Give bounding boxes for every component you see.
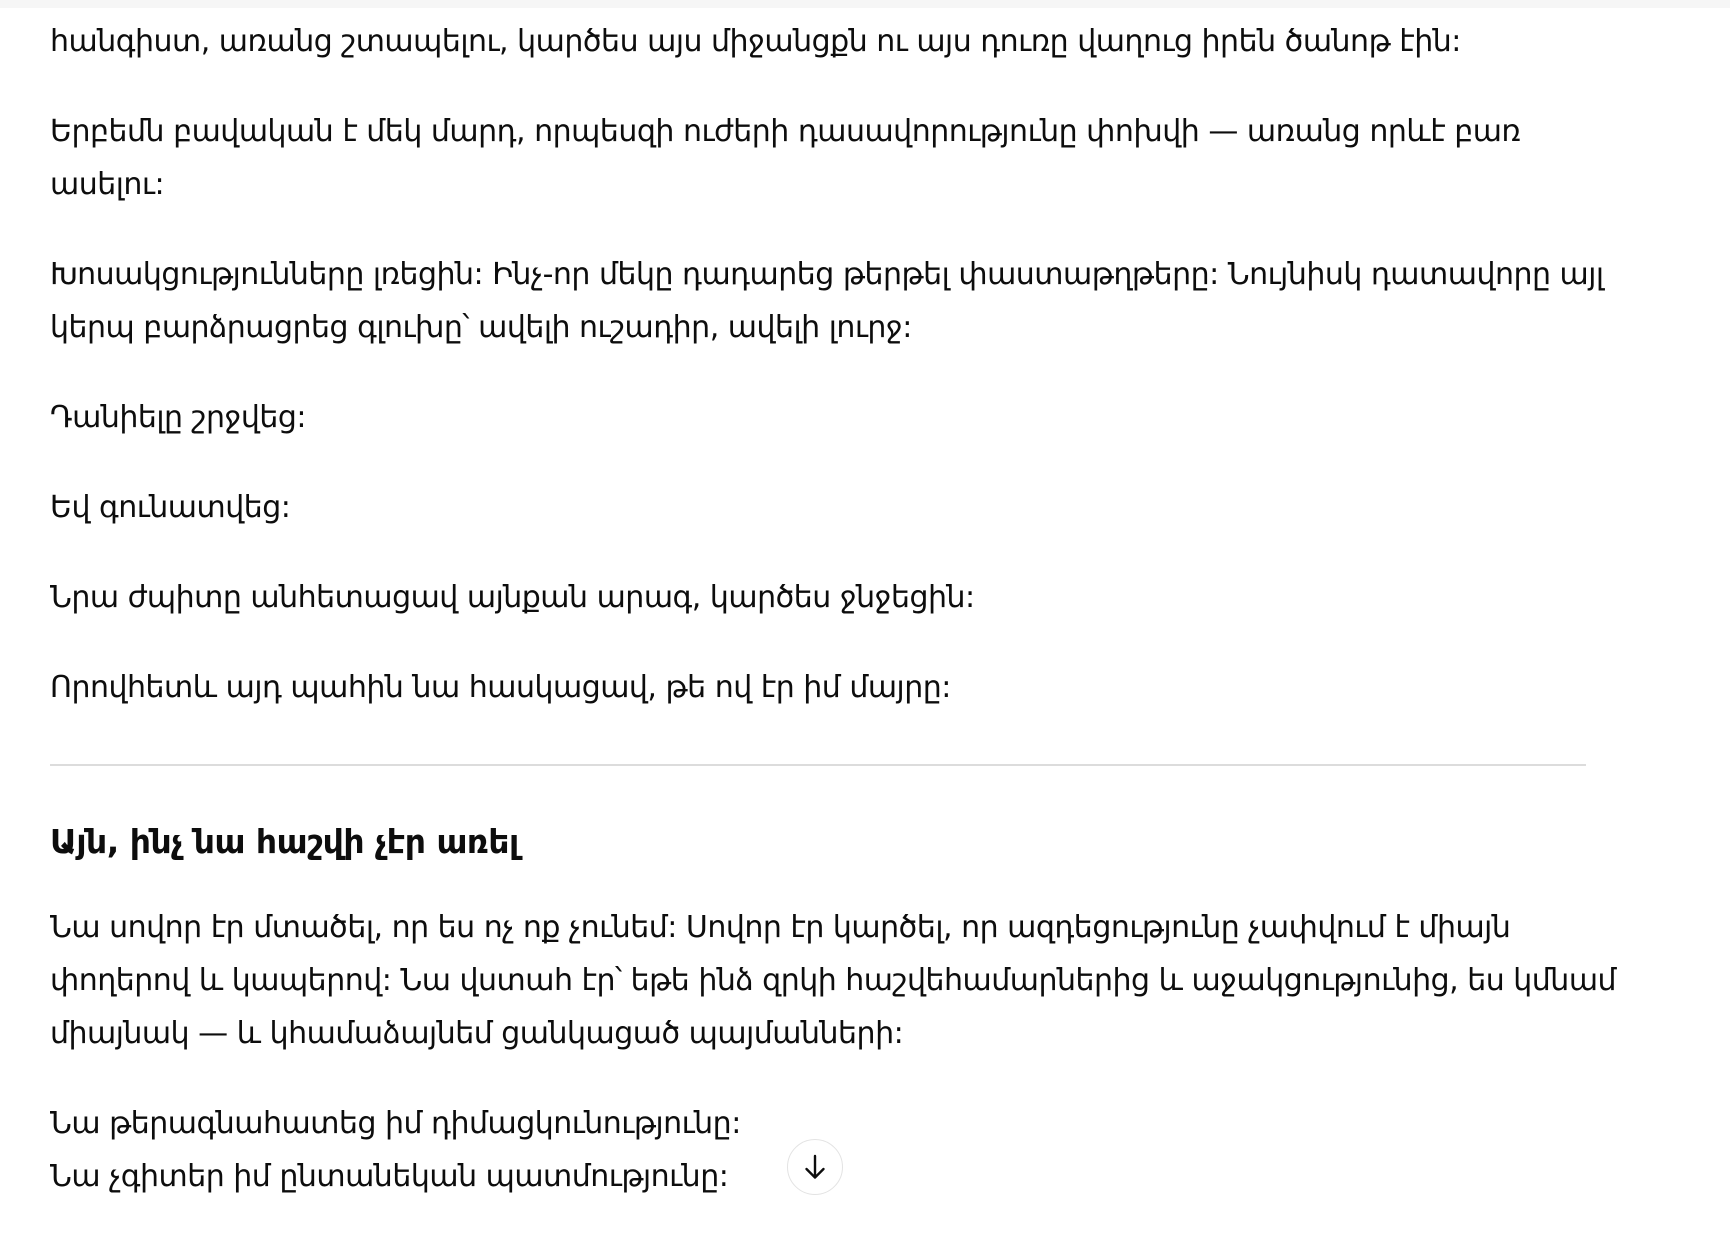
paragraph-line: Նա սովոր էր մտածել, որ ես ոչ ոք չունեմ: Սովոր էր կարծել, որ ազդեցությունը չափվում է միայն	[50, 910, 1511, 945]
arrow-down-icon	[800, 1152, 830, 1182]
paragraph-line: ասելու:	[50, 167, 165, 202]
paragraph-line: Դանիելը շրջվեց:	[50, 400, 306, 435]
section-divider	[50, 764, 1586, 766]
paragraph	[50, 105, 1586, 211]
paragraph-line: Երբեմն բավական է մեկ մարդ, որպեսզի ուժերի դասավորությունը փոխվի — առանց որևէ բառ	[50, 114, 1521, 149]
paragraph-line: փողերով և կապերով: Նա վստահ էր՝ եթե ինձ զրկի հաշվեհամարներից և աջակցությունից, ես կմնամ	[50, 963, 1617, 998]
paragraph-line: Եվ գունատվեց:	[50, 490, 291, 525]
paragraph	[50, 391, 1586, 444]
paragraph-line: Նա չգիտեր իմ ընտանեկան պատմությունը:	[50, 1159, 729, 1194]
section-heading: Այն, ինչ նա հաշվի չէր առել	[50, 822, 519, 861]
paragraph	[50, 248, 1604, 354]
paragraph-line: հանգիստ, առանց շտապելու, կարծես այս միջանցքն ու այս դուռը վաղուց իրեն ծանոթ էին:	[50, 24, 1461, 59]
paragraph-line: Որովհետև այդ պահին նա հասկացավ, թե ով էր իմ մայրը:	[50, 670, 951, 705]
paragraph-line: Խոսակցությունները լռեցին: Ինչ-որ մեկը դադարեց թերթել փաստաթղթերը: Նույնիսկ դատավորը այլ	[50, 257, 1604, 292]
paragraph	[50, 15, 1586, 68]
paragraph	[50, 571, 1586, 624]
paragraph	[50, 661, 1586, 714]
paragraph	[50, 901, 1617, 1060]
paragraph-line: միայնակ — և կհամաձայնեմ ցանկացած պայմանների:	[50, 1016, 904, 1051]
article-text	[50, 15, 1617, 1240]
paragraph-line: Նա թերագնահատեց իմ դիմացկունությունը:	[50, 1106, 741, 1141]
paragraph-line: կերպ բարձրացրեց գլուխը՝ ավելի ուշադիր, ավելի լուրջ:	[50, 310, 912, 345]
scroll-to-bottom-button[interactable]	[787, 1139, 843, 1195]
paragraph-line: Նրա ժպիտը անհետացավ այնքան արագ, կարծես ջնջեցին:	[50, 580, 975, 615]
paragraph	[50, 481, 1586, 534]
top-strip	[0, 0, 1730, 8]
